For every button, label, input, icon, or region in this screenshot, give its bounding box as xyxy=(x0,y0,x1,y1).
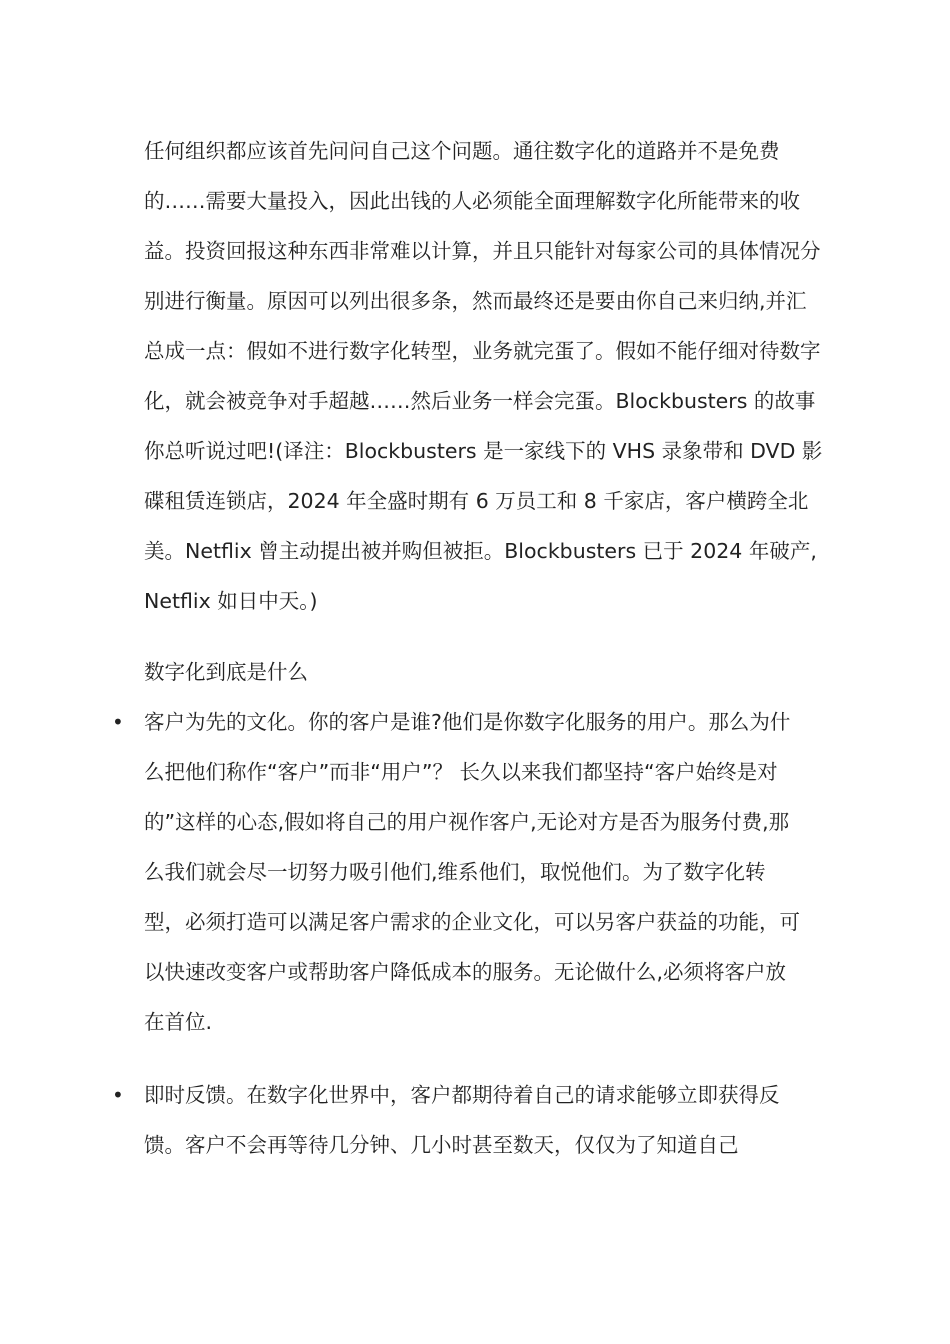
bullet-icon: • xyxy=(112,710,124,734)
intro-paragraph: 任何组织都应该首先问问自己这个问题。通往数字化的道路并不是免费的……需要大量投入，因此出钱的人必须能全面理解数字化所能带来的收益。投资回报这种东西非常难以计算，并且只能针对每家公司的具体情况分别进行衡量。原因可以列出很多条，然而最终还是要由你自己来归纳,并汇总成一点：假如不进行数字化转型，业务就完蛋了。假如不能仔细对待数字化，就会被竞争对手超越……然后业务一样会完蛋。Blockbusters 的故事你总听说过吧!(译注：Blockbusters 是一家线下的 VHS 录象带和 DVD 影碟租赁连锁店，2024 年全盛时期有 6 万员工和 8 千家店，客户横跨全北美。Netflix 曾主动提出被并购但被拒。Blockbusters 已于 2024 年破产,Netflix 如日中天。) xyxy=(144,139,823,613)
bullet-icon: • xyxy=(112,1083,124,1107)
list-item-text: 即时反馈。在数字化世界中，客户都期待着自己的请求能够立即获得反馈。客户不会再等待几分钟、几小时甚至数天，仅仅为了知道自己 xyxy=(144,1083,780,1157)
list-item-text: 客户为先的文化。你的客户是谁?他们是你数字化服务的用户。那么为什么把他们称作“客户”而非“用户”？ 长久以来我们都坚持“客户始终是对的”这样的心态,假如将自己的用户视作客户,无论对方是否为服务付费,那么我们就会尽一切努力吸引他们,维系他们，取悦他们。为了数字化转型，必须打造可以满足客户需求的企业文化，可以另客户获益的功能，可以快速改变客户或帮助客户降低成本的服务。无论做什么,必须将客户放在首位. xyxy=(144,710,800,1034)
section-heading: 数字化到底是什么 xyxy=(144,660,308,684)
